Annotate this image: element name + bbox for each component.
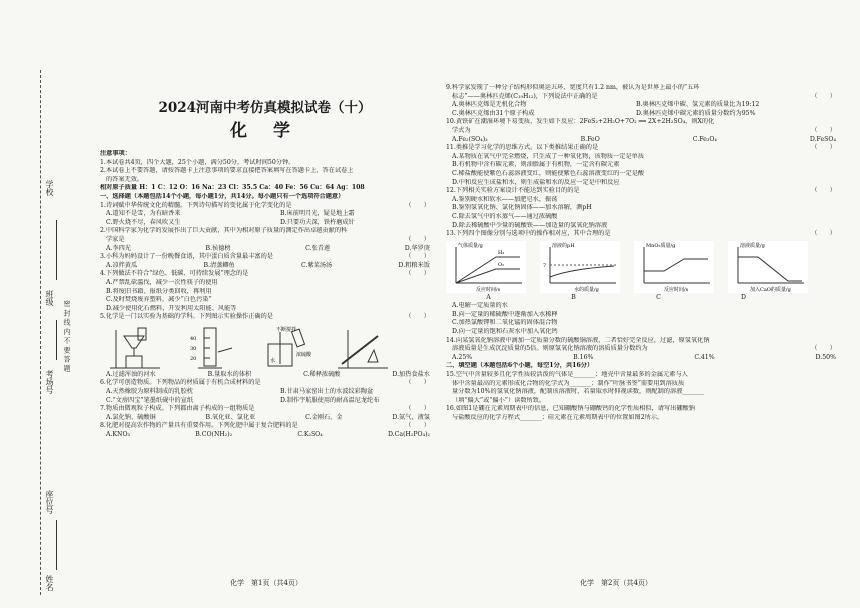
- question-13: [446, 230, 836, 239]
- chart-tag-d: D: [741, 293, 746, 301]
- option-c: C.野火烧不尽，春风吹又生: [106, 218, 181, 226]
- exam-room-label: 考场号: [45, 370, 54, 394]
- option-a: A.电解一定质量的水: [452, 302, 508, 310]
- left-column: [100, 150, 430, 440]
- option-d: D.加热食盐水: [392, 370, 430, 378]
- question-9: 9.科学家发现了一种分子结构形似奥运五环、宽度只有1.2 nm，被认为是世界上最小的“五环: [446, 84, 700, 91]
- question-15: 15.空气中含量较多且化学性质较活泼的气体是_______；地壳中含量最多的金属元素与人: [446, 371, 688, 379]
- question-12: [446, 187, 836, 196]
- question-text: 1.诗词赋中华传统文化的精髓。下列诗句描写的变化属于化学变化的是: [100, 201, 292, 209]
- option-c: C.奥林匹克烯由31个原子构成: [452, 109, 535, 117]
- option-c: C.41%: [694, 353, 715, 361]
- option-a: A.严禁乱砍滥伐，减少一次性筷子的使用: [106, 278, 218, 286]
- question-15-cont: 量分数为10%的氢氧化钠溶液，配制该溶液时，若量取水时仰视读数，则配制的溶液_______: [452, 388, 704, 396]
- option-a: A.道知不是雪，为有暗香来: [106, 210, 181, 218]
- answer-blank: （ ）: [405, 201, 430, 209]
- svg-text:20: 20: [190, 355, 197, 362]
- option-d: D.粗粮米饭: [398, 261, 430, 269]
- question-text: 12.下列相关实验方案设计不能达到实验目的的是: [446, 187, 580, 195]
- chart-a-h2: H₂: [498, 249, 505, 256]
- option-b: B.甘肃马家窑出土的水波纹彩陶盆: [280, 388, 374, 396]
- question-9-cont: [446, 93, 836, 102]
- answer-blank: （ ）: [405, 313, 430, 321]
- option-d: D.除去稀硫酸中少量的硫酸铁——加适量的氢氧化钠溶液: [452, 221, 608, 229]
- option-b: B.有机物中含有碳元素，则油脂属于有机物，一定含有碳元素: [452, 161, 620, 169]
- question-options: [446, 110, 836, 119]
- question-5: [100, 313, 430, 322]
- option-b: B.鉴别氢氧化钠、氯化钠固体——加水溶解，测pH: [452, 204, 592, 212]
- q13-chart-b: [540, 241, 620, 293]
- question-options: [100, 219, 430, 228]
- option-a: A.天然橡胶为原料制成的乳胶枕: [106, 388, 193, 396]
- answer-blank: （ ）: [811, 345, 836, 353]
- notice-line: 的答案无效。: [106, 175, 144, 183]
- option-c: C.除去氢气中的水蒸气——通过浓硫酸: [452, 212, 558, 220]
- q13-chart-d: [728, 241, 808, 293]
- option-d: D.Ca(H₂PO₄)₂: [387, 431, 430, 439]
- question-text: 标志”——奥林匹克烯(C₁₉H₁₂)，下列说法中正确的是: [452, 92, 598, 100]
- chart-c-xlabel: 反应时间/s: [664, 286, 689, 293]
- answer-blank: （ ）: [811, 187, 836, 195]
- answer-blank: （ ）: [811, 144, 836, 152]
- question-options: [100, 397, 430, 406]
- answer-blank: （ ）: [405, 405, 430, 413]
- option-a: A.奥林匹克烯是无机化合物: [452, 101, 527, 109]
- option-b: B.奥林匹克烯中碳、氢元素的质量比为19:12: [636, 101, 760, 109]
- q13-charts: [446, 241, 836, 293]
- option-b: B.CO(NH₂)₂: [195, 431, 233, 439]
- option-b: B.将废旧书籍、报纸分类回收，再利用: [106, 287, 212, 295]
- option-d: D.华罗庚: [404, 244, 430, 252]
- option-c: C.K₂SO₄: [297, 431, 323, 439]
- question-text: 4.下列做法不符合“绿色、低碳、可持续发展”理念的是: [100, 270, 249, 278]
- seal-text: 密 封 线 内 不 要 答 题: [63, 300, 71, 372]
- question-options: [100, 388, 430, 397]
- option-a: A.25%: [452, 353, 473, 361]
- answer-blank: （ ）: [811, 92, 836, 100]
- exam-subject: 化 学: [230, 121, 300, 141]
- chart-d-ylabel: 溶液质量/g: [740, 242, 765, 249]
- chart-tag-a: A: [486, 293, 491, 301]
- dilution-figure: [250, 324, 320, 370]
- option-c: C.紫菜汤汤: [301, 261, 333, 269]
- fig-label-stir: 不断搅拌: [276, 326, 297, 333]
- notice-line: 1.本试卷共4页，四个大题，25个小题，满分50分，考试时间50分钟。: [100, 158, 295, 166]
- option-d: D.只要功夫深，铁杵磨成针: [280, 218, 355, 226]
- question-7: [100, 405, 430, 414]
- question-options: [100, 245, 430, 254]
- chart-b-mark: 7: [543, 262, 547, 269]
- question-16-cont: 与盐酸反应的化学方程式_______；硅元素在元素周期表中的位置如图2所示，: [452, 414, 664, 421]
- chart-tag-b: B: [571, 293, 576, 301]
- heating-figure: [328, 324, 398, 370]
- exam-title: 2024河南中考仿真模拟试卷（十）: [158, 100, 372, 116]
- option-c: C.加热氯酸钾和二氧化锰的固体混合物: [452, 319, 558, 327]
- question-text: 7.物质由微观粒子构成。下列都由离子构成的一组物质是: [100, 405, 255, 413]
- svg-text:30: 30: [190, 345, 197, 352]
- question-options: [446, 101, 836, 110]
- option-c: C.稀释浓硫酸: [303, 370, 341, 378]
- graduated-cylinder-figure: [182, 324, 242, 370]
- question-11: [446, 144, 836, 153]
- option-b: B.向一定量的稀硫酸中逐渐加入水稀释: [452, 310, 558, 318]
- option-c: C.及时焚烧废弃塑料，减少“白色污染”: [106, 296, 212, 304]
- chart-d-xlabel: 加入CaO的质量/g: [750, 286, 791, 293]
- question-3: [100, 253, 430, 262]
- seal-line: [40, 70, 42, 595]
- answer-blank: （ ）: [405, 270, 430, 278]
- class-label: 班级: [45, 290, 54, 306]
- atomic-masses: 相对原子质量 H：1 C：12 O：16 Na：23 Cl：35.5 Ca：40 Fe：56 Cu：64 Ag：108: [100, 184, 365, 192]
- answer-blank: （ ）: [405, 422, 430, 430]
- option-b: B.清蒸鲫鱼: [203, 261, 235, 269]
- question-text: 溶液质量是生成沉淀质量的5倍。则原氢氧化钠溶液的溶质质量分数约为: [452, 345, 648, 353]
- notice-line: 2.本试卷上不要答题，请按答题卡上注意事项的要求直接把答案填写在答题卡上，答在试卷上: [100, 167, 354, 175]
- question-15-cont: 体中含量最高的元素形成化合物的化学式为_______；制作“叶脉书签”需要用到溶质质: [452, 379, 685, 387]
- question-15-cont: （填“偏大”或“偏小”）读数所致。: [452, 396, 546, 404]
- binding-margin: [40, 70, 76, 595]
- option-a: A.李四光: [106, 244, 131, 252]
- option-a: A.凉拌黄瓜: [106, 261, 138, 269]
- option-b: B.量取水的体积: [207, 370, 252, 378]
- question-options: [446, 354, 836, 363]
- question-14: 14.向某氢氧化钠溶液中滴加一定质量分数的硫酸铜溶液，二者恰好完全反应，过滤，原氢氧化钠: [446, 336, 710, 344]
- chart-c-ylabel: MnO₂质量/g: [646, 242, 676, 249]
- answer-blank: （ ）: [811, 126, 836, 134]
- question-text: 6.化学可创造物质。下列物品的材质属于有机合成材料的是: [100, 379, 261, 387]
- option-c: C.稀盐酸能使紫色石蕊溶液变红，则能使紫色石蕊溶液变红的一定是酸: [452, 169, 645, 177]
- option-a: A.Fe₂(SO₄)₃: [452, 135, 488, 143]
- page-footer-2: 化学 第2页（共4页）: [580, 579, 652, 587]
- question-2: 2.中国科学家为化学的发展作出了巨大贡献，其中为相对原子质量的测定作出卓越贡献的科: [100, 227, 348, 235]
- option-a: A.某物质在氧气中完全燃烧，只生成了一种氧化物，该物质一定是单质: [452, 152, 645, 160]
- svg-text:40: 40: [190, 335, 197, 342]
- q13-chart-tags: [446, 294, 786, 303]
- name-label: 姓名: [45, 575, 54, 591]
- notice-title: 注意事项：: [100, 150, 131, 157]
- page-footer-1: 化学 第1页（共4页）: [230, 579, 302, 587]
- option-a: A.鉴别硬水和软水——加肥皂水，振荡: [452, 195, 558, 203]
- option-b: B.氧化亚、氯化亚: [205, 413, 256, 421]
- question-text: 8.化肥对提高农作物的产量具有重要作用。下列化肥中属于复合肥料的是: [100, 422, 298, 430]
- option-d: D.中和反应生成盐和水，则生成盐和水的反应一定是中和反应: [452, 178, 620, 186]
- option-c: C.张青莲: [305, 244, 331, 252]
- answer-blank: （ ）: [405, 253, 430, 261]
- option-a: A.氯化钠、硫酸铜: [106, 413, 156, 421]
- q13-chart-a: [446, 241, 526, 293]
- question-options: [446, 136, 836, 145]
- chart-tag-c: C: [656, 293, 661, 301]
- option-d: D.减少使用化石燃料，开发利用太阳能、风能等: [106, 304, 237, 312]
- question-text: 学式为: [452, 126, 471, 134]
- filtration-figure: [100, 324, 174, 370]
- question-options: [100, 431, 430, 440]
- option-d: D.50%: [815, 353, 836, 361]
- option-d: D.向一定量的饱和石灰水中加入氧化钙: [452, 328, 558, 336]
- answer-blank: （ ）: [811, 230, 836, 238]
- question-8: [100, 422, 430, 431]
- chart-a-xlabel: 反应时间/s: [476, 286, 501, 293]
- question-text: 5.化学是一门以实验为基础的学科。下列图示实验操作正确的是: [100, 313, 273, 321]
- question-text: 3.小科为妈妈设计了一份晚餐食谱，其中蛋白质含量最丰富的是: [100, 253, 273, 261]
- chart-a-ylabel: 气体质量/g: [458, 242, 483, 249]
- fig-label-water: 水: [270, 357, 276, 364]
- school-label: 学校: [45, 180, 54, 196]
- question-4: [100, 270, 430, 279]
- lab-figures: [100, 324, 430, 370]
- question-6: [100, 379, 430, 388]
- answer-blank: （ ）: [405, 235, 430, 243]
- school-field[interactable]: [56, 220, 67, 280]
- chart-a-o2: O₂: [498, 261, 505, 268]
- option-b: B.床前明月光，疑是地上霜: [280, 210, 355, 218]
- chart-b-ylabel: 溶液的pH: [552, 242, 575, 249]
- section-1-title: 一、选择题（本题包括14个小题，每小题1分，共14分。每小题只有一个选项符合题意）: [100, 192, 345, 200]
- seat-number-label: 座位号: [45, 490, 54, 514]
- option-b: B.侯德榜: [205, 244, 231, 252]
- question-10-cont: [446, 127, 836, 136]
- option-a: A.过滤浑浊的河水: [106, 370, 156, 378]
- option-c: C.Fe₃O₄: [692, 135, 717, 143]
- right-column: [446, 84, 836, 423]
- answer-blank: （ ）: [405, 379, 430, 387]
- option-b: B.FeO: [580, 135, 600, 143]
- question-10: 10.黄铁矿在潮湿环境下易变质，发生如下反应：2FeS₂+2H₂O+7O₂ ══ 2X+2H₂SO₄，则X的化: [446, 118, 715, 126]
- question-text: 学家是: [106, 235, 125, 243]
- option-d: D.制作宇航服使用的耐高温尼龙纶布: [280, 396, 380, 404]
- option-d: D.氨气、液氢: [392, 413, 430, 421]
- question-text: 13.下列四个图像分别与选项中的操作相对应，其中合理的是: [446, 230, 611, 238]
- question-2-cont: [100, 236, 430, 245]
- question-options: [100, 210, 430, 219]
- question-14-cont: [446, 345, 836, 354]
- option-d: D.FeSO₄: [809, 135, 836, 143]
- option-a: A.KNO₃: [106, 431, 131, 439]
- seat-number-field[interactable]: [56, 520, 67, 570]
- chart-b-xlabel: 水的质量/g: [574, 286, 599, 293]
- section-2-title: 二、填空题（本题包括6个小题，每空1分，共16分）: [446, 362, 594, 370]
- fig-label-acid: 浓硫酸: [296, 351, 312, 358]
- question-16: 16.如图1是硼在元素周期表中的信息，已知硼酸钠与硼酸钙的化学性质相似，请写出硼酸钠: [446, 405, 695, 413]
- option-d: D.奥林匹克烯中碳元素的质量分数约为95%: [636, 109, 756, 117]
- option-c: C.金刚石、金: [305, 413, 343, 421]
- q13-chart-c: [634, 241, 714, 293]
- option-b: B.16%: [573, 353, 594, 361]
- question-text: 11.类推是学习化学的思维方式。以下类推结果正确的是: [446, 144, 599, 152]
- option-c: C.“文房四宝”笔墨纸砚中的宣纸: [106, 396, 194, 404]
- question-1: [100, 202, 430, 211]
